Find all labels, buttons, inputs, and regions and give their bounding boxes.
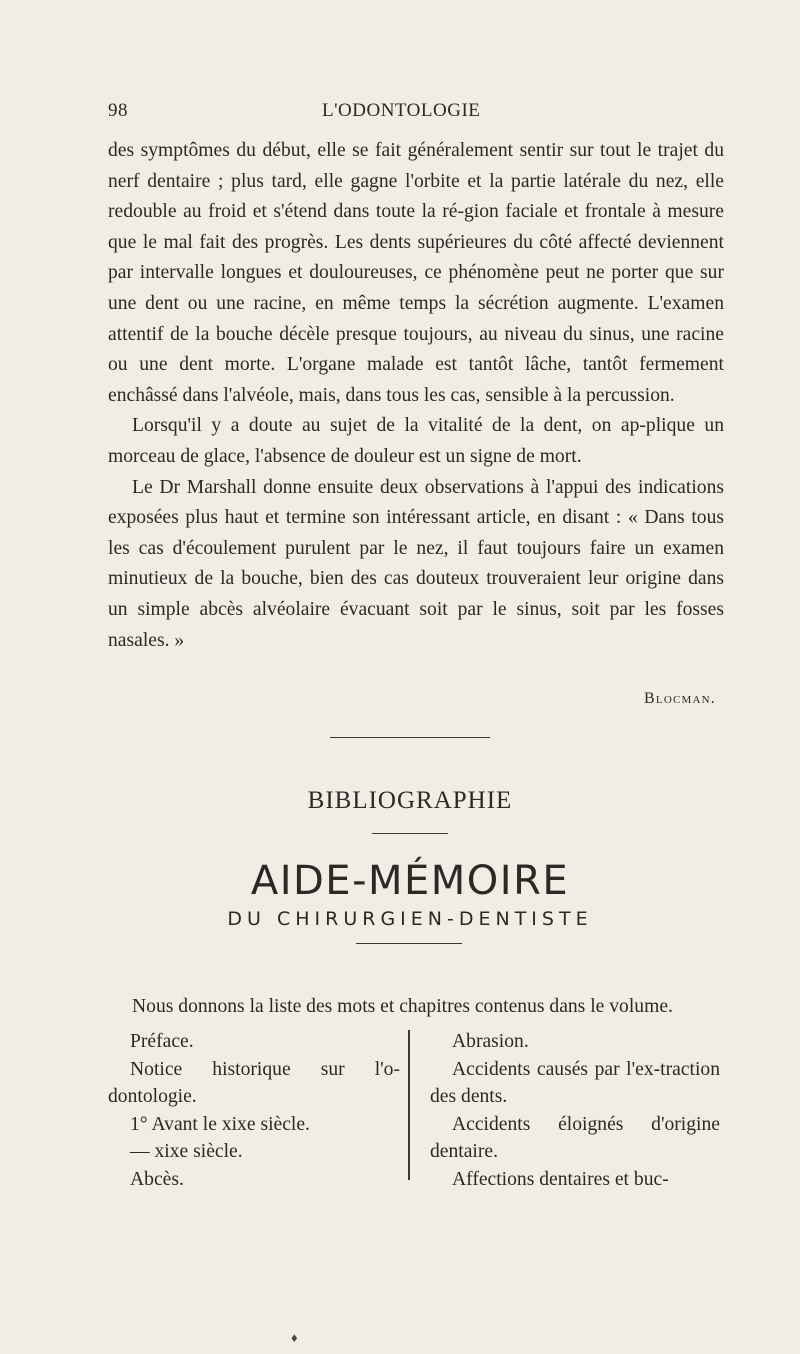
contents-entry: Notice historique sur l'o-dontologie. bbox=[108, 1058, 400, 1107]
short-divider bbox=[372, 833, 448, 834]
article-body bbox=[108, 136, 724, 656]
book-title: AIDE-MÉMOIRE bbox=[250, 858, 570, 904]
article-paragraph: des symptômes du début, elle se fait généralement sentir sur tout le trajet du nerf dentaire ; plus tard, elle gagne l'orbite et la partie latérale du nez, elle redouble au froid et s'étend dans toute la ré-gion faciale et frontale à mesure que le mal fait des progrès. Les dents supérieures du côté affecté deviennent par intervalle longues et douloureuses, ce phénomène peut ne porter que sur une dent ou une racine, en même temps la sécrétion augmente. L'examen attentif de la bouche décèle presque toujours, au niveau du sinus, une racine ou une dent morte. L'organe malade est tantôt lâche, tantôt fermement enchâssé dans l'alvéole, mais, dans tous les cas, sensible à la percussion. bbox=[108, 140, 724, 406]
column-divider bbox=[408, 1030, 410, 1180]
article-paragraph: Le Dr Marshall donne ensuite deux observations à l'appui des indications exposées plus haut et termine son intéressant article, en disant : « Dans tous les cas d'écoulement purulent par le nez, il faut toujours faire un examen minutieux de la bouche, bien des cas douteux trouveraient leur origine dans un simple abcès alvéolaire évacuant soit par le sinus, soit par les fosses nasales. » bbox=[108, 476, 724, 651]
bibliography-intro: Nous donnons la liste des mots et chapitres contenus dans le volume. bbox=[132, 995, 673, 1017]
book-subtitle: DU CHIRURGIEN-DENTISTE bbox=[227, 908, 593, 930]
section-title: BIBLIOGRAPHIE bbox=[307, 787, 513, 814]
contents-entry: Préface. bbox=[130, 1031, 194, 1052]
ornament-mark: ♦ bbox=[291, 1330, 298, 1345]
page-header bbox=[108, 100, 728, 130]
article-paragraph: Lorsqu'il y a doute au sujet de la vitalité de la dent, on ap-plique un morceau de glace, l'absence de douleur est un signe de mort. bbox=[108, 415, 724, 467]
running-title: L'ODONTOLOGIE bbox=[322, 100, 481, 121]
contents-entry: Abrasion. bbox=[452, 1031, 529, 1052]
contents-right-column bbox=[430, 1028, 720, 1193]
title-divider bbox=[356, 943, 462, 944]
section-divider bbox=[330, 737, 490, 738]
contents-entry: Abcès. bbox=[130, 1168, 184, 1190]
contents-entry: Accidents causés par l'ex-traction des dents. bbox=[430, 1058, 720, 1107]
author-signature: Blocman. bbox=[644, 690, 716, 707]
contents-entry: — xixe siècle. bbox=[130, 1141, 243, 1162]
contents-entry: 1° Avant le xixe siècle. bbox=[130, 1113, 310, 1135]
page-number: 98 bbox=[108, 100, 128, 121]
contents-entry: Accidents éloignés d'origine dentaire. bbox=[430, 1113, 720, 1162]
contents-entry: Affections dentaires et buc- bbox=[452, 1168, 669, 1190]
contents-left-column bbox=[108, 1028, 400, 1193]
